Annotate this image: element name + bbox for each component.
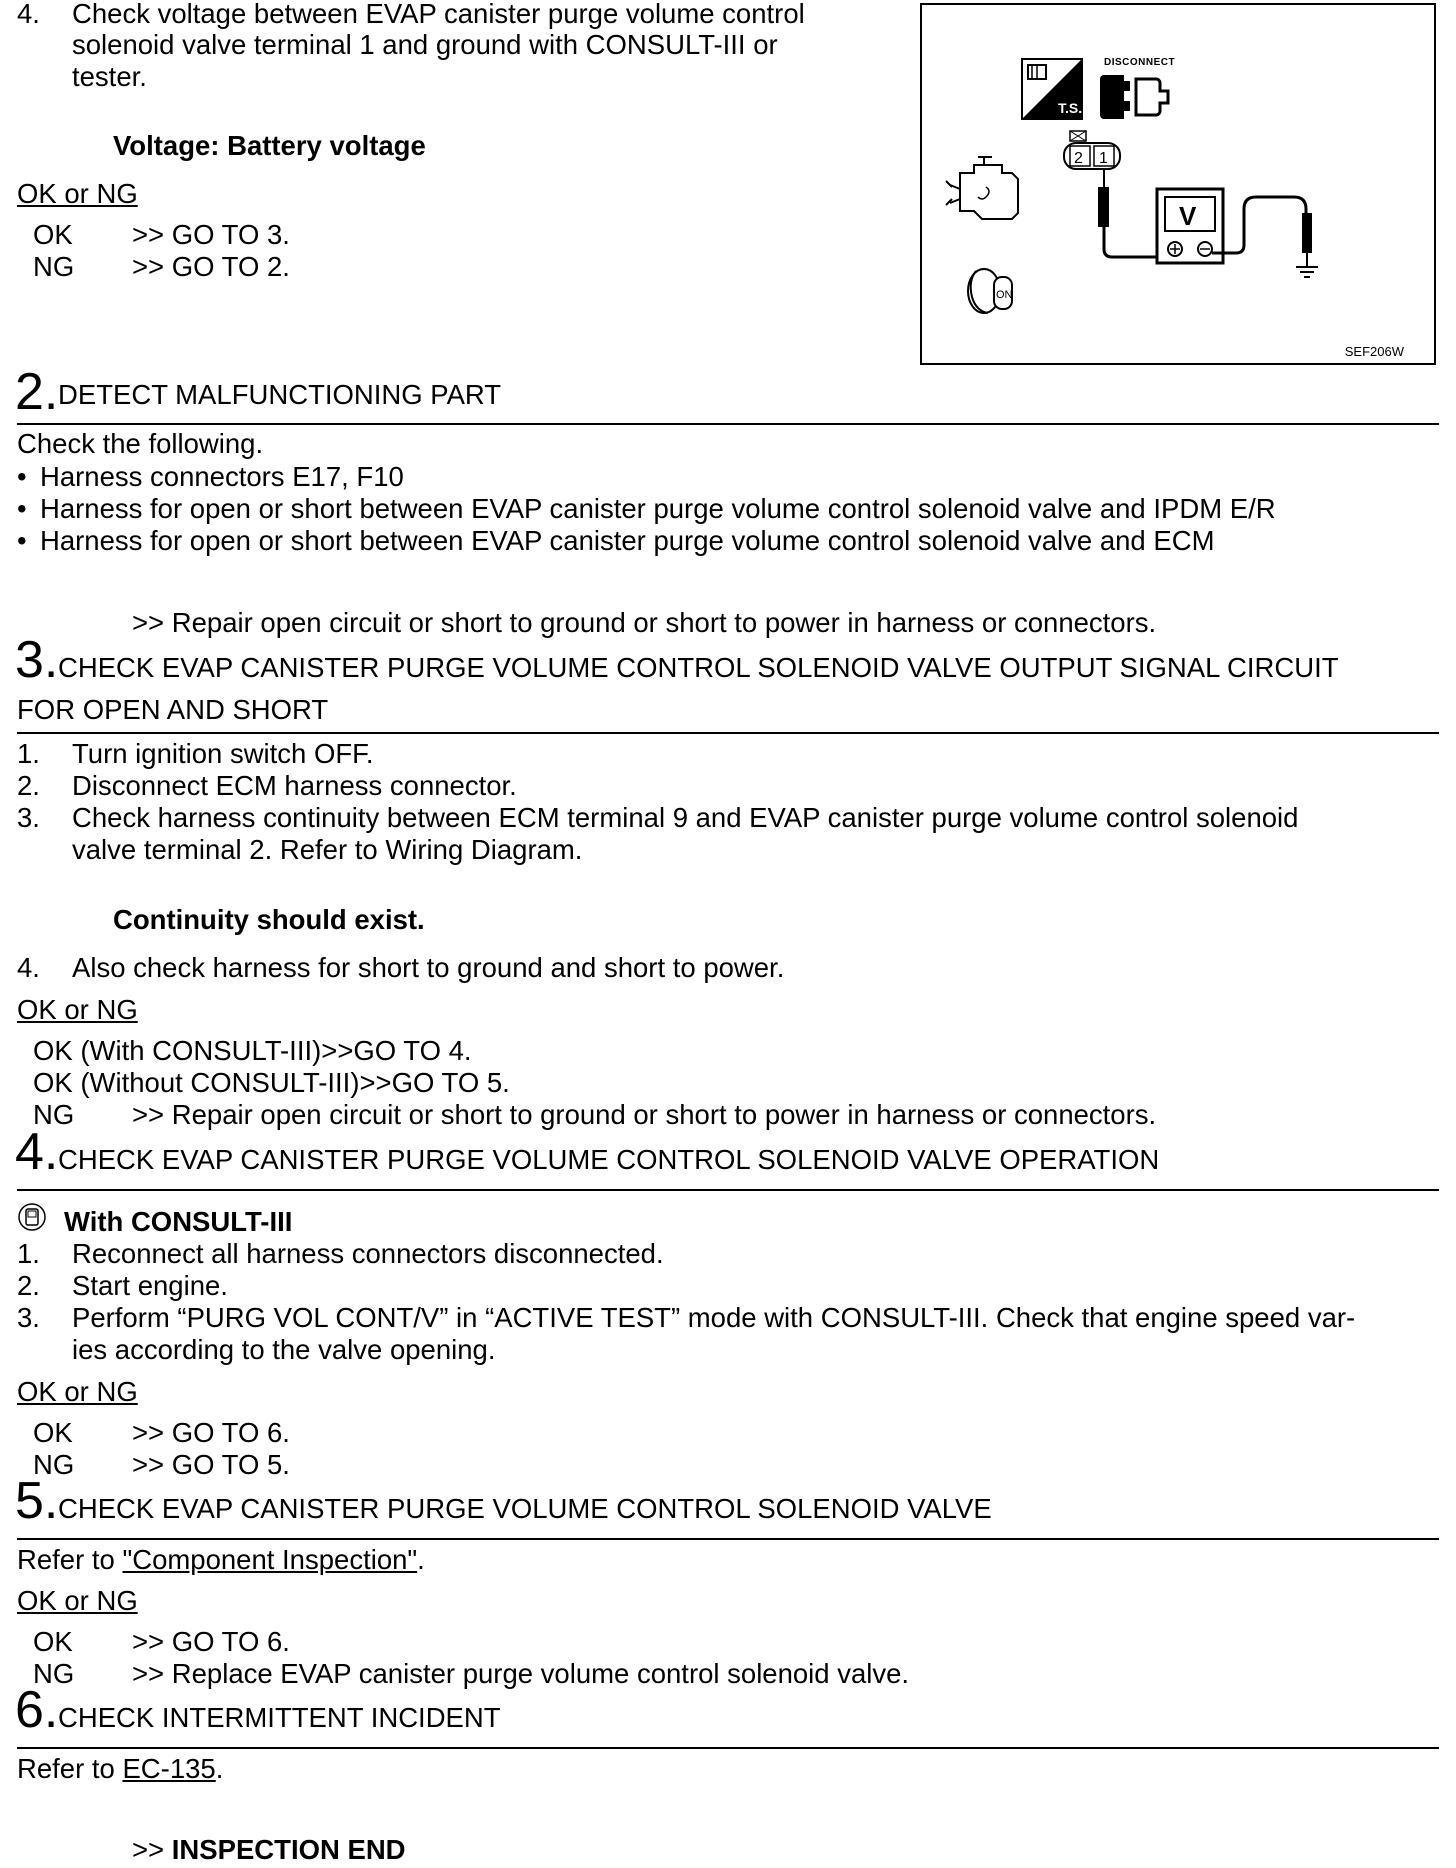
step4-rule <box>17 1189 1439 1191</box>
connector-terminals <box>1064 131 1120 169</box>
step4-number: 4. <box>15 1123 59 1181</box>
figure-code: SEF206W <box>1344 344 1404 359</box>
step6-refer-prefix: Refer to <box>17 1753 123 1784</box>
step3-title-line2: FOR OPEN AND SHORT <box>17 694 329 725</box>
step4-result-ng-action: >> GO TO 5. <box>132 1449 290 1480</box>
step4-item2-number: 2. <box>17 1270 40 1301</box>
inspection-end-arrow: >> <box>132 1834 172 1865</box>
step5-result-ng-action: >> Replace EVAP canister purge volume control solenoid valve. <box>132 1658 910 1689</box>
step1-result-ok-action: >> GO TO 3. <box>132 219 290 250</box>
step3-item1-text: Turn ignition switch OFF. <box>72 738 374 769</box>
svg-text:2: 2 <box>1074 150 1083 167</box>
step4-item3-line1: Perform “PURG VOL CONT/V” in “ACTIVE TEST” mode with CONSULT-III. Check that engine speed var- <box>72 1302 1356 1333</box>
step1-item4-number: 4. <box>17 0 40 29</box>
step1-spec: Voltage: Battery voltage <box>113 130 426 161</box>
step3-item4-number: 4. <box>17 952 40 983</box>
disconnect-connector-icon <box>1100 75 1168 119</box>
step3-ok-ng-label: OK or NG <box>17 994 138 1025</box>
step1-result-ng-key: NG <box>33 251 75 282</box>
step3-item2-text: Disconnect ECM harness connector. <box>72 770 517 801</box>
step2-bullet-dot: • <box>17 525 27 556</box>
ec-135-link[interactable]: EC-135 <box>122 1753 216 1784</box>
step2-bullet-1: Harness connectors E17, F10 <box>40 461 404 492</box>
step4-mode-label: With CONSULT-III <box>64 1206 293 1237</box>
step5-result-ng-key: NG <box>33 1658 75 1689</box>
step3-rule <box>17 732 1439 734</box>
step5-refer <box>17 1544 425 1576</box>
step3-item3-line2: valve terminal 2. Refer to Wiring Diagram. <box>72 834 583 865</box>
step3-item2-number: 2. <box>17 770 40 801</box>
step4-result-ng-key: NG <box>33 1449 75 1480</box>
step2-bullet-dot: • <box>17 493 27 524</box>
step2-result: >> Repair open circuit or short to ground or short to power in harness or connectors. <box>132 607 1157 638</box>
inspection-end <box>132 1834 406 1866</box>
step3-item3-number: 3. <box>17 802 40 833</box>
step1-result-ok-key: OK <box>33 219 73 250</box>
step4-result-ok-key: OK <box>33 1417 73 1448</box>
step6-number: 6. <box>15 1681 59 1739</box>
step3-title-line1: CHECK EVAP CANISTER PURGE VOLUME CONTROL SOLENOID VALVE OUTPUT SIGNAL CIRCUIT <box>58 652 1339 683</box>
step3-result-ng-action: >> Repair open circuit or short to ground or short to power in harness or connectors. <box>132 1099 1157 1130</box>
step1-item4-line1: Check voltage between EVAP canister purge volume control <box>72 0 805 29</box>
figure-drawing <box>922 5 1438 367</box>
step5-title: CHECK EVAP CANISTER PURGE VOLUME CONTROL SOLENOID VALVE <box>58 1493 992 1524</box>
step5-result-ok-key: OK <box>33 1626 73 1657</box>
step6-title: CHECK INTERMITTENT INCIDENT <box>58 1702 501 1733</box>
step4-item3-number: 3. <box>17 1302 40 1333</box>
step2-bullet-3: Harness for open or short between EVAP canister purge volume control solenoid valve and ECM <box>40 525 1215 556</box>
step1-item4-line2: solenoid valve terminal 1 and ground with CONSULT-III or <box>72 29 778 60</box>
step6-rule <box>17 1747 1439 1749</box>
step5-result-ok-action: >> GO TO 6. <box>132 1626 290 1657</box>
step1-result-ng-action: >> GO TO 2. <box>132 251 290 282</box>
voltage-check-figure <box>920 3 1436 365</box>
step2-intro: Check the following. <box>17 428 264 459</box>
step3-spec: Continuity should exist. <box>113 904 425 935</box>
ts-tool-icon <box>1022 59 1082 119</box>
step6-refer <box>17 1753 223 1785</box>
step2-number: 2. <box>15 363 59 421</box>
step4-item3-line2: ies according to the valve opening. <box>72 1334 496 1365</box>
step4-result-ok-action: >> GO TO 6. <box>132 1417 290 1448</box>
step4-item1-number: 1. <box>17 1238 40 1269</box>
probe-right <box>1302 213 1312 253</box>
svg-text:ON: ON <box>996 289 1013 301</box>
step3-result-ng-key: NG <box>33 1099 75 1130</box>
svg-text:V: V <box>1179 201 1197 231</box>
step5-rule <box>17 1538 1439 1540</box>
step2-bullet-2: Harness for open or short between EVAP canister purge volume control solenoid valve and IPDM E/R <box>40 493 1276 524</box>
inspection-end-label: INSPECTION END <box>171 1834 406 1865</box>
step3-item4-text: Also check harness for short to ground and short to power. <box>72 952 785 983</box>
ignition-key-on-icon <box>968 269 1013 313</box>
engine-icon <box>946 157 1018 219</box>
step3-result-with-consult: OK (With CONSULT-III)>>GO TO 4. <box>33 1035 472 1066</box>
ground-icon <box>1296 267 1318 277</box>
step5-refer-suffix: . <box>417 1544 425 1575</box>
step2-bullet-dot: • <box>17 461 27 492</box>
step3-item3-line1: Check harness continuity between ECM terminal 9 and EVAP canister purge volume control solenoid <box>72 802 1299 833</box>
step3-result-without-consult: OK (Without CONSULT-III)>>GO TO 5. <box>33 1067 510 1098</box>
step3-item1-number: 1. <box>17 738 40 769</box>
step2-rule <box>17 423 1439 425</box>
step3-number: 3. <box>15 631 59 689</box>
step1-item4-line3: tester. <box>72 61 147 92</box>
step5-ok-ng-label: OK or NG <box>17 1585 138 1616</box>
step1-ok-ng-label: OK or NG <box>17 178 138 209</box>
step4-ok-ng-label: OK or NG <box>17 1376 138 1407</box>
component-inspection-link[interactable]: "Component Inspection" <box>122 1544 418 1575</box>
svg-text:1: 1 <box>1099 150 1108 167</box>
step4-item1-text: Reconnect all harness connectors disconnected. <box>72 1238 664 1269</box>
consult-tool-icon <box>17 1202 47 1232</box>
step5-number: 5. <box>15 1472 59 1530</box>
step4-title: CHECK EVAP CANISTER PURGE VOLUME CONTROL SOLENOID VALVE OPERATION <box>58 1144 1160 1175</box>
probe-left <box>1098 187 1109 227</box>
step4-item2-text: Start engine. <box>72 1270 228 1301</box>
step6-refer-suffix: . <box>215 1753 224 1784</box>
svg-text:T.S.: T.S. <box>1058 100 1083 116</box>
disconnect-label: DISCONNECT <box>1104 57 1176 68</box>
step2-title: DETECT MALFUNCTIONING PART <box>58 379 502 410</box>
step5-refer-prefix: Refer to <box>17 1544 123 1575</box>
